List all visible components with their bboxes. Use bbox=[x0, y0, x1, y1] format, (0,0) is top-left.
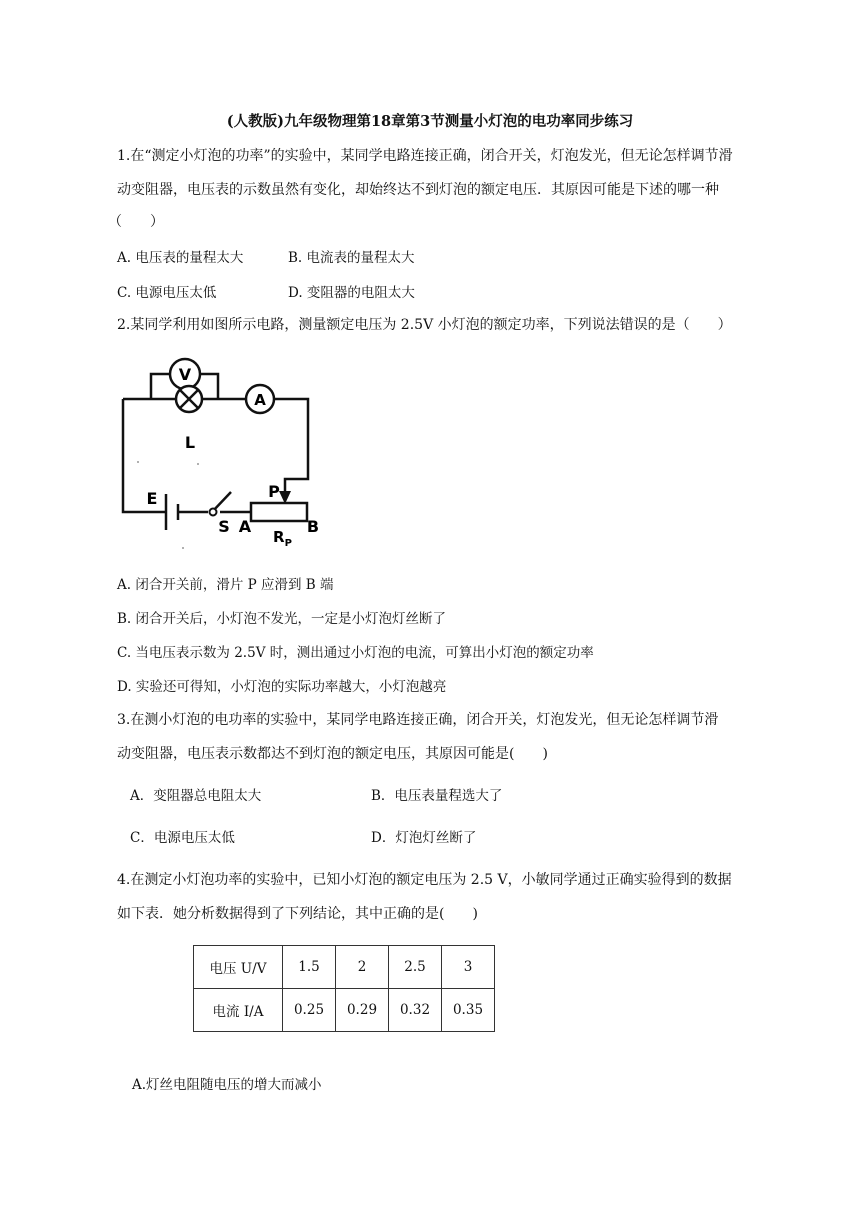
q2-option-b: B. 闭合开关后，小灯泡不发光，一定是小灯泡灯丝断了 bbox=[117, 611, 447, 627]
q2-option-d: D. 实验还可得知，小灯泡的实际功率越大，小灯泡越亮 bbox=[117, 679, 447, 695]
q4-option-a: A.灯丝电阻随电压的增大而减小 bbox=[132, 1077, 322, 1093]
switch-label: S bbox=[218, 517, 230, 536]
table-row bbox=[194, 989, 495, 1032]
table-cell: 1.5 bbox=[283, 946, 336, 989]
table-cell: 0.25 bbox=[283, 989, 336, 1032]
q2-option-c: C. 当电压表示数为 2.5V 时，测出通过小灯泡的电流，可算出小灯泡的额定功率 bbox=[117, 645, 594, 661]
table-row bbox=[194, 946, 495, 989]
q3-line-1: 3.在测小灯泡的电功率的实验中，某同学电路连接正确，闭合开关，灯泡发光，但无论怎样调节滑 bbox=[117, 712, 719, 728]
slider-label: P bbox=[268, 482, 280, 501]
lamp-label: L bbox=[184, 433, 196, 452]
q3-option-d: D．灯泡灯丝断了 bbox=[371, 830, 477, 846]
table-row-header: 电压 U/V bbox=[194, 946, 283, 989]
rheostat-end-b-label: B bbox=[306, 517, 320, 536]
battery-label: E bbox=[146, 489, 158, 508]
scan-speck bbox=[137, 461, 139, 463]
q3-option-c: C．电源电压太低 bbox=[130, 830, 235, 846]
q2-option-a: A. 闭合开关前，滑片 P 应滑到 B 端 bbox=[117, 577, 334, 593]
table-cell: 0.32 bbox=[389, 989, 442, 1032]
scan-speck bbox=[197, 463, 199, 465]
voltmeter-label: V bbox=[178, 365, 192, 384]
q3-option-a: A．变阻器总电阻太大 bbox=[130, 788, 262, 804]
q4-line-2: 如下表．她分析数据得到了下列结论，其中正确的是( ) bbox=[117, 906, 478, 922]
q1-option-b: B. 电流表的量程太大 bbox=[288, 250, 415, 266]
q3-option-b: B．电压表量程选大了 bbox=[371, 788, 503, 804]
switch-contact bbox=[210, 509, 217, 516]
table-cell: 2 bbox=[336, 946, 389, 989]
scan-speck bbox=[182, 547, 184, 549]
table-cell: 0.35 bbox=[442, 989, 495, 1032]
rheostat-letter: R bbox=[273, 528, 285, 546]
q1-line-3: （ ） bbox=[108, 214, 164, 230]
data-table bbox=[193, 945, 495, 1032]
q1-option-c: C. 电源电压太低 bbox=[117, 285, 217, 301]
table-row-header: 电流 I/A bbox=[194, 989, 283, 1032]
page-title: (人教版)九年级物理第18章第3节测量小灯泡的电功率同步练习 bbox=[226, 113, 634, 130]
ammeter-label: A bbox=[254, 391, 266, 409]
q4-line-1: 4.在测定小灯泡功率的实验中，已知小灯泡的额定电压为 2.5 V，小敏同学通过正确实验得到的数据 bbox=[117, 872, 732, 888]
q2-text: 2.某同学利用如图所示电路，测量额定电压为 2.5V 小灯泡的额定功率，下列说法错误的是（ ） bbox=[117, 317, 732, 333]
circuit-diagram bbox=[118, 352, 333, 552]
table-cell: 2.5 bbox=[389, 946, 442, 989]
table-cell: 3 bbox=[442, 946, 495, 989]
q1-option-a: A. 电压表的量程太大 bbox=[117, 250, 244, 266]
rheostat-label bbox=[273, 528, 292, 549]
rheostat-subscript: P bbox=[284, 538, 292, 549]
table-cell: 0.29 bbox=[336, 989, 389, 1032]
rheostat-end-a-label: A bbox=[238, 517, 252, 536]
q1-option-d: D. 变阻器的电阻太大 bbox=[288, 285, 415, 301]
q3-line-2: 动变阻器，电压表示数都达不到灯泡的额定电压，其原因可能是( ) bbox=[117, 746, 548, 762]
q1-line-2: 动变阻器，电压表的示数虽然有变化，却始终达不到灯泡的额定电压．其原因可能是下述的哪一种 bbox=[117, 182, 719, 198]
q1-line-1: 1.在“测定小灯泡的功率”的实验中，某同学电路连接正确，闭合开关，灯泡发光，但无论怎样调节滑 bbox=[117, 148, 733, 164]
